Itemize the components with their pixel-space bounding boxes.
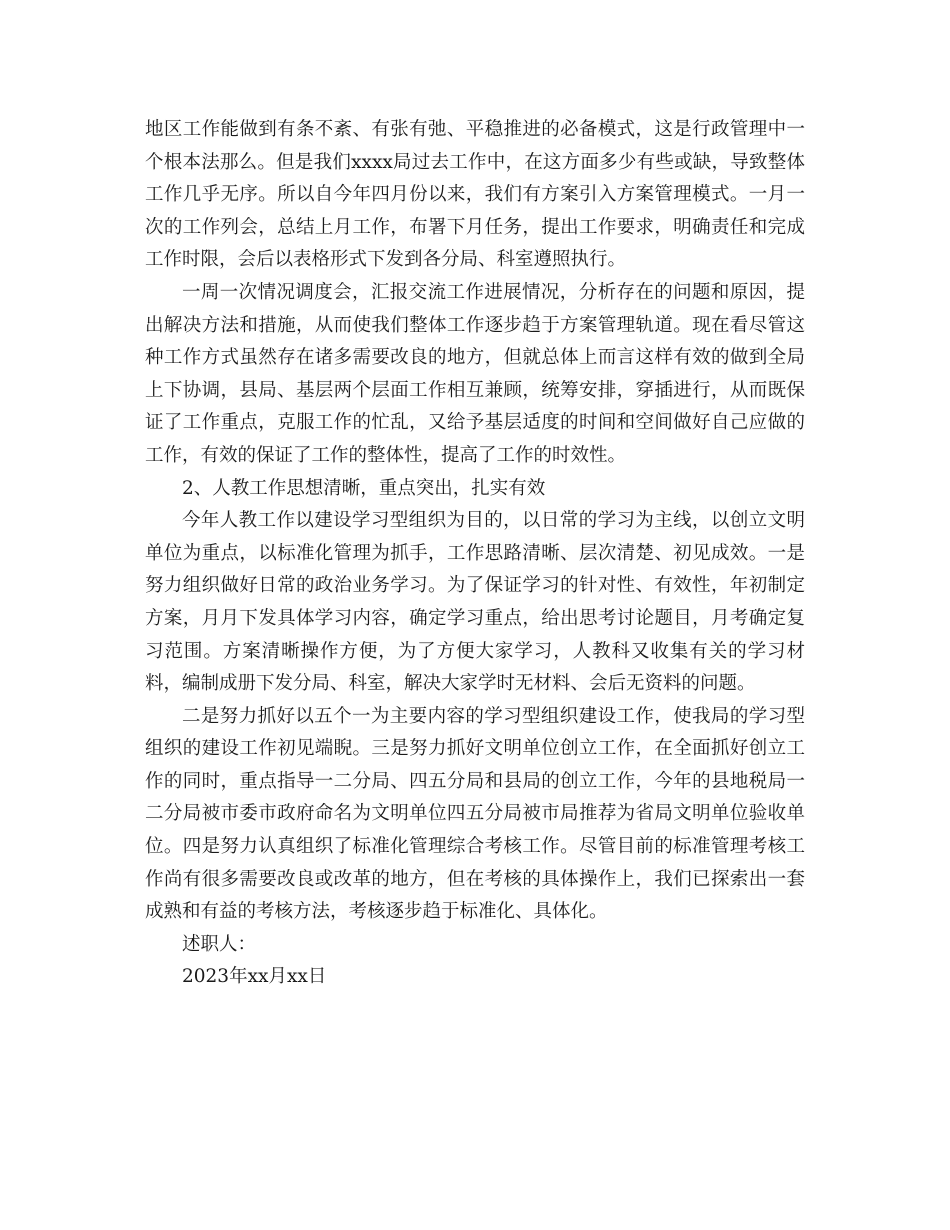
paragraph-learning-organization: 今年人教工作以建设学习型组织为目的，以日常的学习为主线，以创立文明单位为重点，以标准化管理为抓手，工作思路清晰、层次清楚、初见成效。一是努力组织做好日常的政治业务学习。为了保证学习的针对性、有效性，年初制定方案，月月下发具体学习内容，确定学习重点，给出思考讨论题目，月考确定复习范围。方案清晰操作方便，为了方便大家学习，人教科又收集有关的学习材料，编制成册下发分局、科室，解决大家学时无材料、会后无资料的问题。 — [145, 510, 805, 695]
paragraph-weekly-meeting: 一周一次情况调度会，汇报交流工作进展情况，分析存在的问题和原因，提出解决方法和措施，从而使我们整体工作逐步趋于方案管理轨道。现在看尽管这种工作方式虽然存在诸多需要改良的地方，但就总体上而言这样有效的做到全局上下协调，县局、基层两个层面工作相互兼顾，统筹安排，穿插进行，从而既保证了工作重点，克服工作的忙乱，又给予基层适度的时间和空间做好自己应做的工作，有效的保证了工作的整体性，提高了工作的时效性。 — [145, 281, 805, 466]
signature-date: 2023年xx月xx日 — [182, 966, 327, 988]
signature-label: 述职人： — [182, 933, 257, 955]
section-heading-personnel-education: 2、人教工作思想清晰，重点突出，扎实有效 — [182, 477, 546, 499]
paragraph-civilized-unit: 二是努力抓好以五个一为主要内容的学习型组织建设工作，使我局的学习型组织的建设工作初见端睨。三是努力抓好文明单位创立工作，在全面抓好创立工作的同时，重点指导一二分局、四五分局和县局的创立工作，今年的县地税局一二分局被市委市政府命名为文明单位四五分局被市局推荐为省局文明单位验收单位。四是努力认真组织了标准化管理综合考核工作。尽管目前的标准管理考核工作尚有很多需要改良或改革的地方，但在考核的具体操作上，我们已探索出一套成熟和有益的考核方法，考核逐步趋于标准化、具体化。 — [145, 705, 805, 923]
document-body — [145, 114, 805, 994]
paragraph-planning-mode: 地区工作能做到有条不紊、有张有弛、平稳推进的必备模式，这是行政管理中一个根本法那么。但是我们xxxx局过去工作中，在这方面多少有些或缺，导致整体工作几乎无序。所以自今年四月份以来，我们有方案引入方案管理模式。一月一次的工作列会，总结上月工作，布署下月任务，提出工作要求，明确责任和完成工作时限，会后以表格形式下发到各分局、科室遵照执行。 — [145, 119, 805, 271]
